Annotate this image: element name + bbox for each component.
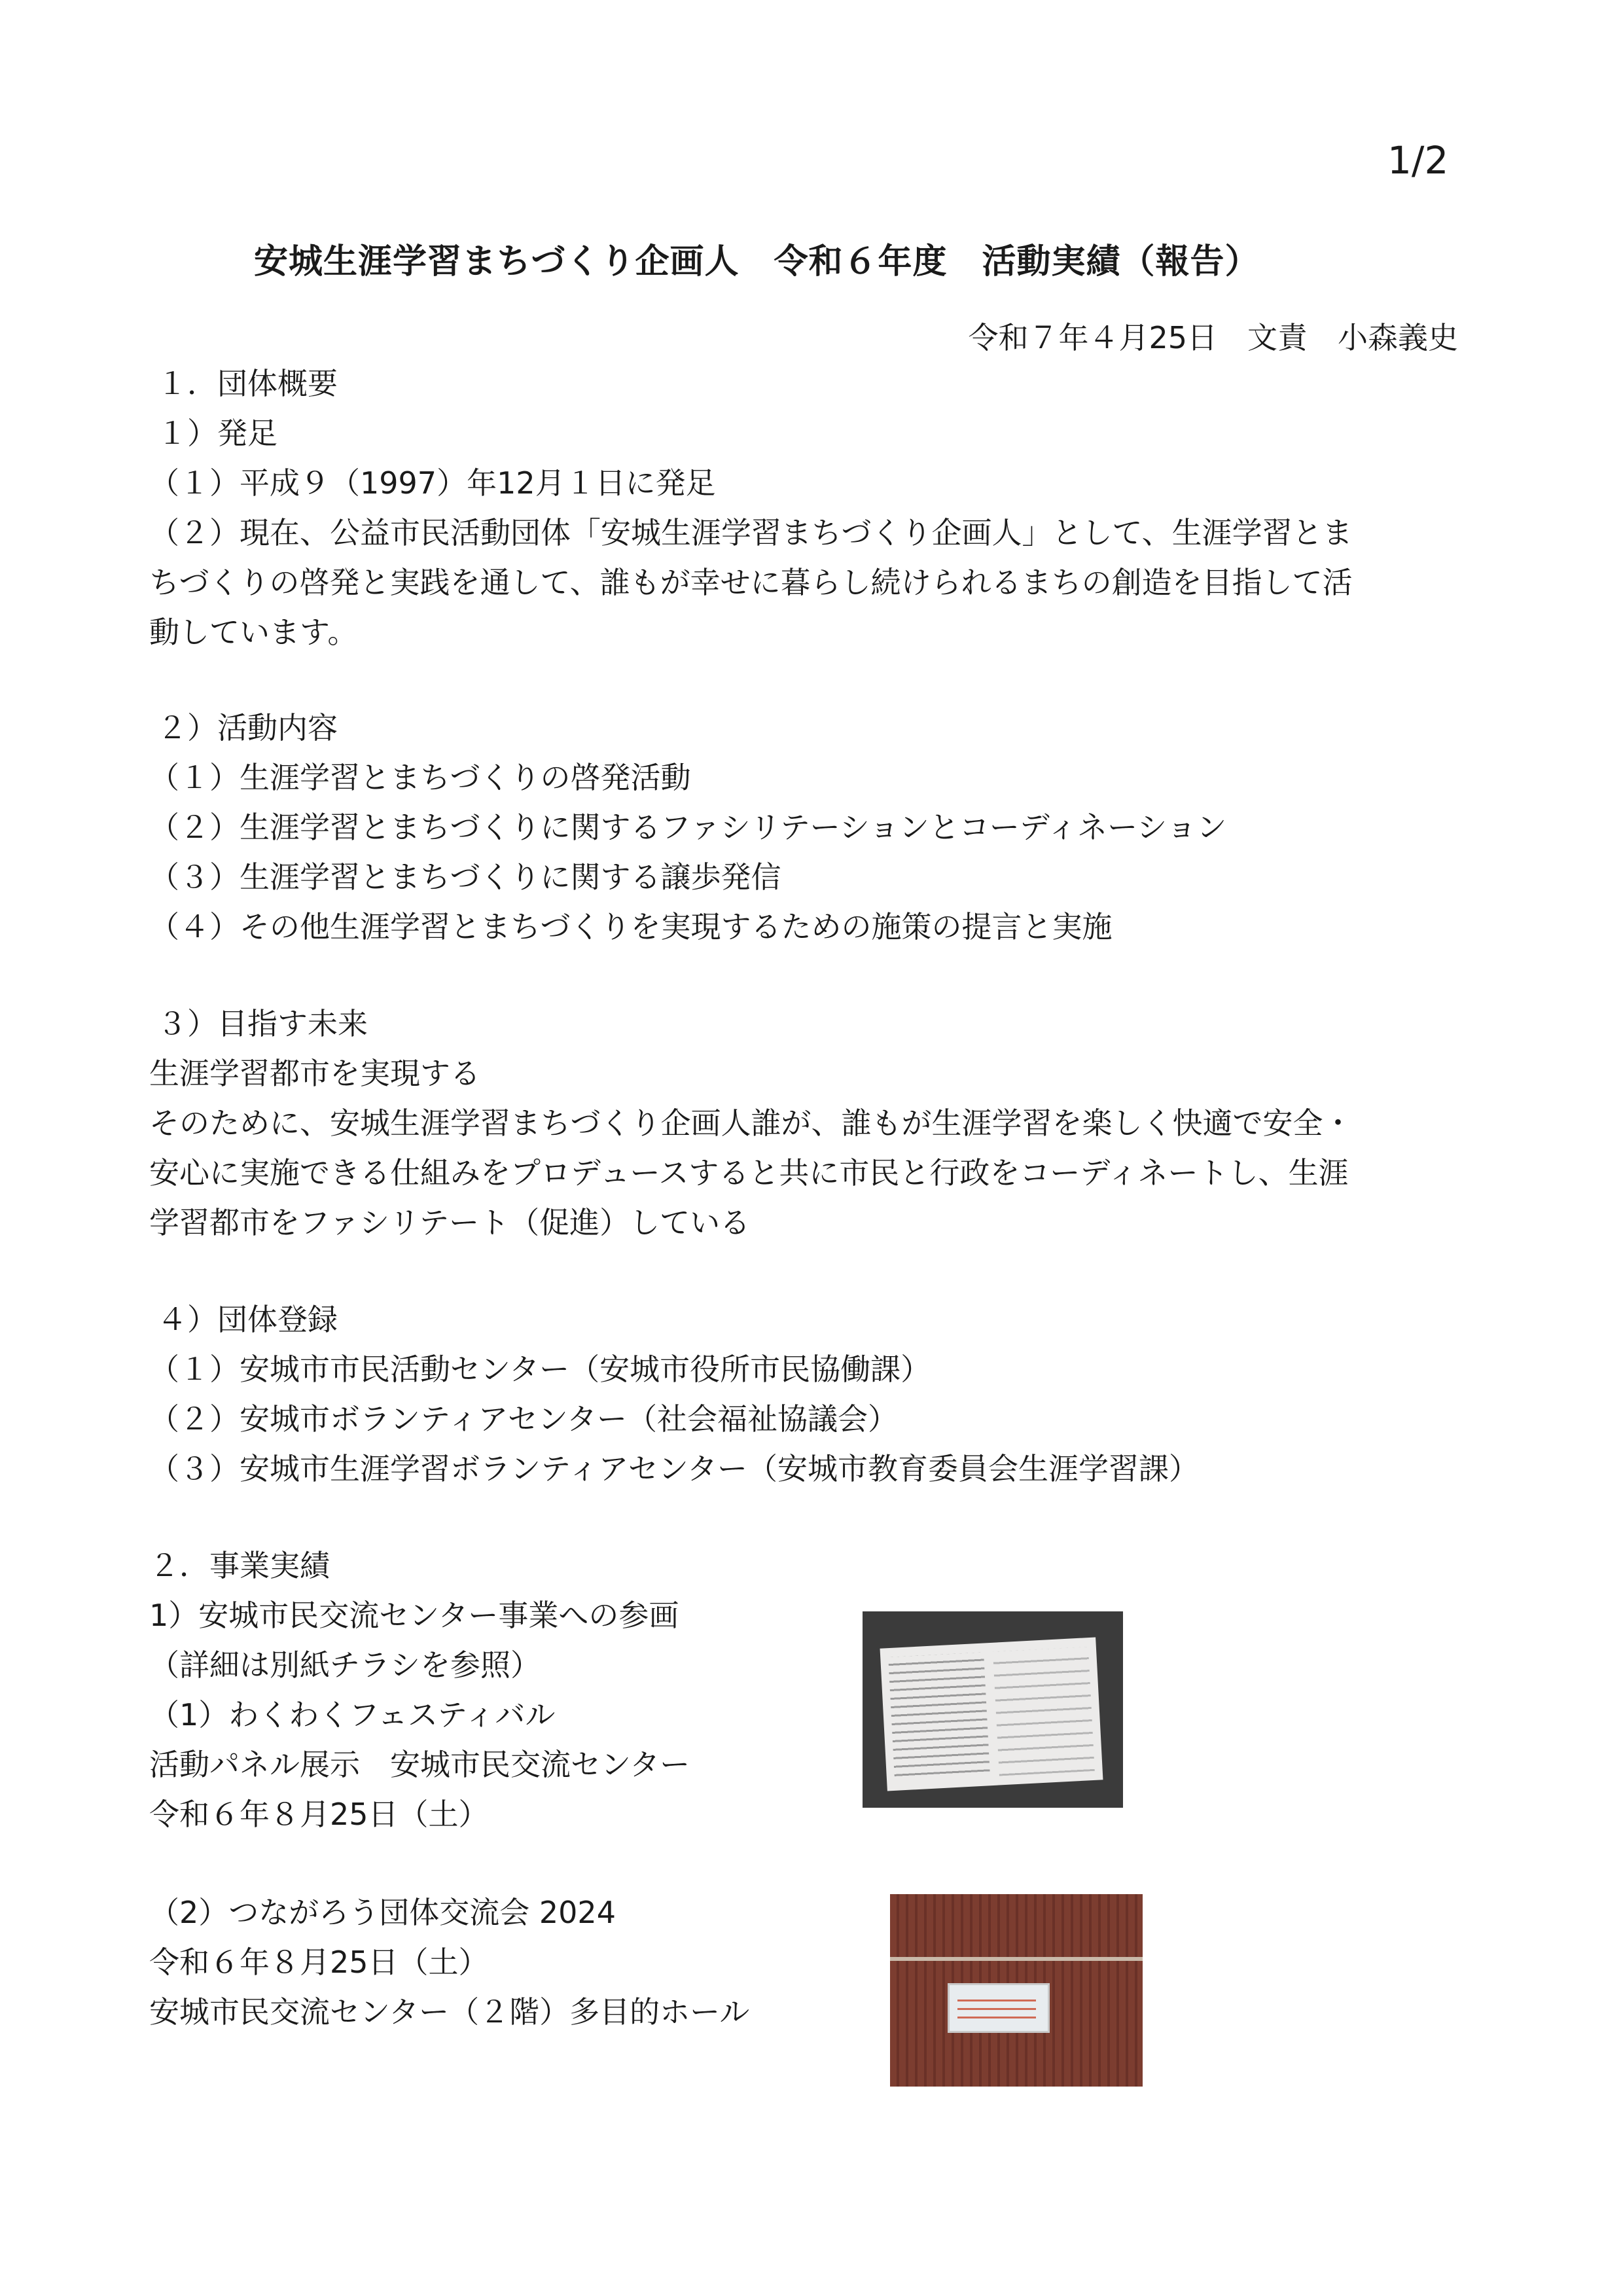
body-line: （２）現在、公益市民活動団体「安城生涯学習まちづくり企画人」として、生涯学習とま (149, 515, 1353, 550)
body-line: 安心に実施できる仕組みをプロデュースすると共に市民と行政をコーディネートし、生涯 (149, 1155, 1349, 1191)
body-line: （１）平成９（1997）年12月１日に発足 (149, 465, 716, 501)
body-line: ちづくりの啓発と実践を通して、誰もが幸せに暮らし続けられるまちの創造を目指して活 (149, 565, 1353, 600)
list-item: （１）安城市市民活動センター（安城市役所市民協働課） (149, 1352, 931, 1387)
subsection-heading: １）発足 (157, 416, 277, 451)
page-number: 1/2 (1387, 138, 1449, 183)
list-item: （２）生涯学習とまちづくりに関するファシリテーションとコーディネーション (149, 810, 1227, 845)
body-line: そのために、安城生涯学習まちづくり企画人誰が、誰もが生涯学習を楽しく快適で安全・ (149, 1105, 1353, 1141)
event-sign-photo (890, 1894, 1143, 2087)
section-heading: １．団体概要 (157, 366, 338, 401)
body-line: 生涯学習都市を実現する (149, 1056, 480, 1091)
subsection-heading: ４）団体登録 (157, 1302, 338, 1337)
date-and-author: 令和７年４月25日 文責 小森義史 (968, 320, 1458, 355)
list-item: （３）生涯学習とまちづくりに関する譲歩発信 (149, 859, 781, 895)
list-item: （２）安城市ボランティアセンター（社会福祉協議会） (149, 1401, 899, 1437)
event-date: 令和６年８月25日（土） (149, 1797, 489, 1832)
body-line: （詳細は別紙チラシを参照） (149, 1647, 541, 1683)
list-item: （４）その他生涯学習とまちづくりを実現するための施策の提言と実施 (149, 909, 1113, 944)
flyer-photo (863, 1611, 1123, 1808)
list-item: （３）安城市生涯学習ボランティアセンター（安城市教育委員会生涯学習課） (149, 1451, 1200, 1486)
body-line: 活動パネル展示 安城市民交流センター (149, 1747, 690, 1782)
body-line: 動しています。 (149, 615, 358, 650)
section-heading: ２．事業実績 (149, 1548, 330, 1583)
subsection-heading: 1）安城市民交流センター事業への参画 (149, 1598, 679, 1633)
subsection-heading: ２）活動内容 (157, 710, 338, 745)
subsection-heading: ３）目指す未来 (157, 1006, 368, 1041)
event-title: （1）わくわくフェスティバル (149, 1697, 556, 1732)
document-title: 安城生涯学習まちづくり企画人 令和６年度 活動実績（報告） (254, 242, 1260, 281)
event-venue: 安城市民交流センター（２階）多目的ホール (149, 1994, 750, 2030)
body-line: 学習都市をファシリテート（促進）している (149, 1205, 751, 1240)
event-date: 令和６年８月25日（土） (149, 1945, 489, 1980)
event-title: （2）つながろう団体交流会 2024 (149, 1895, 616, 1930)
list-item: （１）生涯学習とまちづくりの啓発活動 (149, 760, 691, 795)
